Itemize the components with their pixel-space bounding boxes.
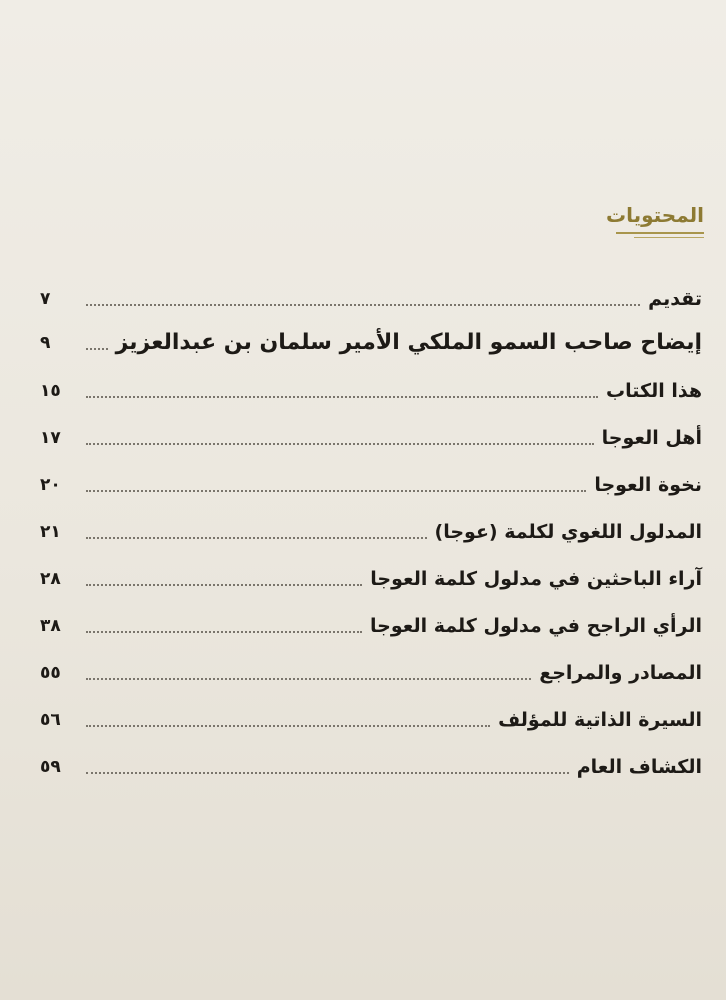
dot-leader [86,771,569,774]
toc-entry[interactable] [40,746,702,780]
toc-entry[interactable] [40,558,702,592]
toc-entry-page: ٢١ [40,522,61,542]
toc-entry-page: ٥٦ [40,710,61,730]
contents-heading: المحتويات [605,203,704,227]
toc-entry-title: آراء الباحثين في مدلول كلمة العوجا [370,568,702,590]
dot-leader [86,724,490,727]
toc-entry-title: نخوة العوجا [594,474,702,496]
toc-entry-page: ١٥ [40,381,61,401]
toc-entry-page: ٢٠ [40,475,61,495]
dot-leader [86,677,531,680]
toc-entry[interactable] [40,278,702,312]
toc-entry-title: المصادر والمراجع [539,662,702,684]
dot-leader [86,303,640,306]
toc-entry-page: ٣٨ [40,616,61,636]
toc-entry-title: تقديم [648,288,702,310]
toc-entry[interactable] [40,417,702,451]
toc-entry-title: المدلول اللغوي لكلمة (عوجا) [434,521,702,543]
toc-entry[interactable] [40,322,702,356]
toc-entry-page: ٥٥ [40,663,61,683]
heading-underline-secondary [634,237,704,238]
dot-leader [86,583,362,586]
toc-entry-title: أهل العوجا [601,427,702,449]
toc-entry-page: ٩ [40,333,51,353]
toc-entry-title: الكشاف العام [576,756,702,778]
heading-block [606,200,704,238]
toc-entry[interactable] [40,511,702,545]
toc-entry-page: ٢٨ [40,569,61,589]
toc-entry-page: ٧ [40,289,51,309]
toc-entry-title: السيرة الذاتية للمؤلف [498,709,702,731]
dot-leader [86,536,427,539]
toc-entry[interactable] [40,605,702,639]
dot-leader [86,347,108,350]
toc-entry[interactable] [40,652,702,686]
toc-entry[interactable] [40,464,702,498]
toc-entry-page: ٥٩ [40,757,61,777]
toc-entry-title: هذا الكتاب [606,380,702,402]
dot-leader [86,489,586,492]
dot-leader [86,630,362,633]
heading-underline [616,232,704,234]
toc-entry[interactable] [40,699,702,733]
toc-entry-page: ١٧ [40,428,61,448]
dot-leader [86,442,594,445]
toc-entry-title: إيضاح صاحب السمو الملكي الأمير سلمان بن عبدالعزيز [115,330,702,355]
dot-leader [86,395,598,398]
toc-entry-title: الرأي الراجح في مدلول كلمة العوجا [370,615,702,637]
toc-entry[interactable] [40,370,702,404]
